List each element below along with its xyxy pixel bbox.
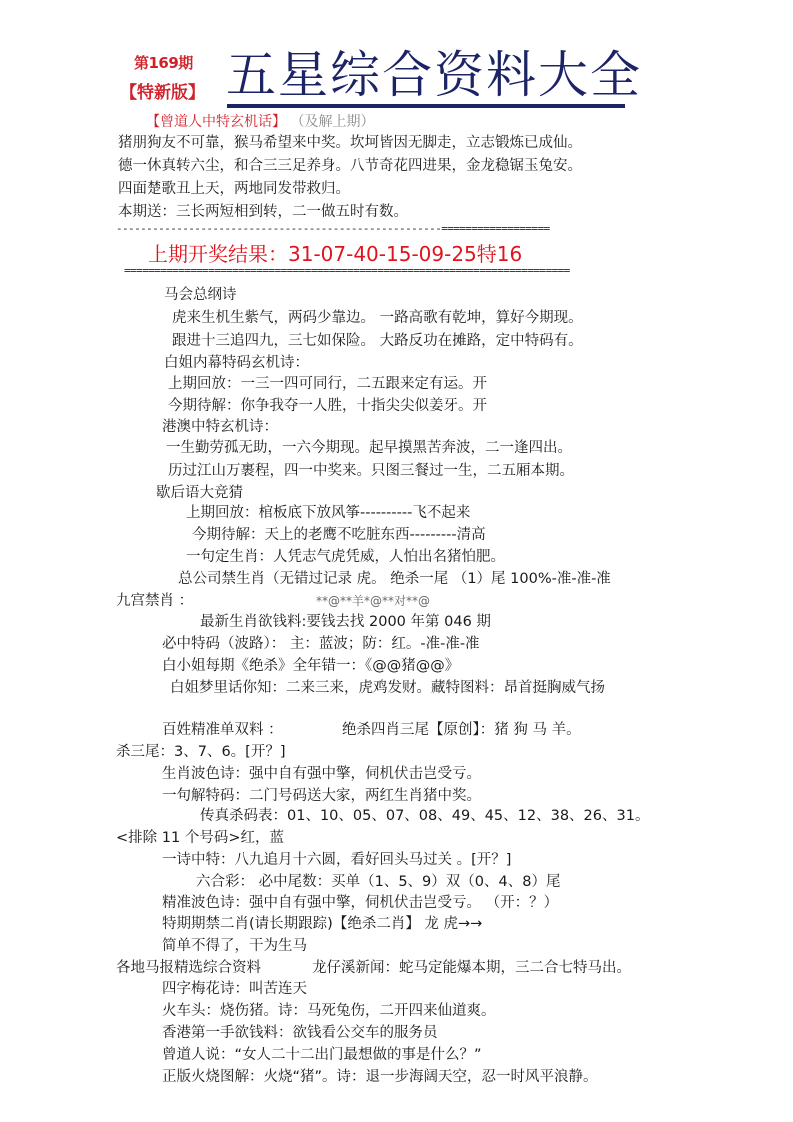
zengdaoren-quote: 曾道人说：“女人二十二出门最想做的事是什么？”: [162, 1047, 482, 1063]
intro-line: 本期送：三长两短相到转，二一做五时有数。: [118, 204, 408, 220]
poem-line: 上期回放：一三一四可同行，二五跟来定有运。开: [168, 376, 487, 392]
page-title: 五星综合资料大全: [226, 46, 642, 104]
simple-line: 简单不得了，干为生马: [162, 938, 307, 954]
double-separator: ==========================================================================: [124, 264, 570, 277]
intro-line: 四面楚歌丑上天，两地同发带救归。: [118, 181, 350, 197]
kill-tail-line: 杀三尾：3、7、6。[开？]: [116, 744, 286, 760]
horse-paper-label: 各地马报精选综合资料: [116, 960, 261, 976]
train-head-line: 火车头：烧伤猪。诗：马死兔伤，二开四来仙道爽。: [162, 1003, 496, 1019]
section-title: 歇后语大竞猜: [156, 485, 243, 501]
issue-number: 第169期: [134, 54, 193, 72]
section-heading-zengdaoren: [146, 111, 374, 131]
dream-line: 白姐梦里话你知：二来三来，虎鸡发财。藏特图料：昂首挺胸威气扬: [170, 680, 605, 696]
special-code-line: 一句解特码：二门号码送大家，两红生肖猪中奖。: [162, 788, 481, 804]
section-title: 港澳中特玄机诗：: [162, 419, 278, 435]
section-title: 白姐内幕特码玄机诗：: [164, 355, 309, 371]
news-line: 龙仔溪新闻：蛇马定能爆本期，三二合七特马出。: [312, 960, 631, 976]
wave-poem: 精准波色诗：强中自有强中擎，伺机伏击岂受亏。 （开：？）: [162, 895, 559, 911]
kill-line: 白小姐每期《绝杀》全年错一：《@@猪@@》: [162, 658, 460, 674]
riddle-line: 最新生肖欲钱料:要钱去找 2000 年第 046 期: [200, 614, 491, 630]
wave-poem: 生肖波色诗：强中自有强中擎，伺机伏击岂受亏。: [162, 766, 481, 782]
last-draw-result: 上期开奖结果：31-07-40-15-09-25特16: [148, 242, 523, 266]
fire-chart-line: 正版火烧图解：火烧“猪”。诗：退一步海阔天空，忍一时风平浪静。: [162, 1069, 598, 1085]
fax-kill-table: 传真杀码表：01、10、05、07、08、49、45、12、38、26、31。: [200, 808, 650, 824]
poem-line: 今期待解：你争我夺一人胜，十指尖尖似姜牙。开: [168, 398, 487, 414]
poem-line: 一生勤劳孤无助，一六今期现。起早摸黑苦奔波，二一逢四出。: [166, 440, 572, 456]
hongkong-line: 香港第一手欲钱料：欲钱看公交车的服务员: [162, 1025, 438, 1041]
poem-line: 历过江山万裹程，四一中奖来。只图三餐过一生，二五厢本期。: [168, 463, 574, 479]
plum-poem: 四字梅花诗：叫苦连天: [162, 981, 307, 997]
banned-two-zodiac: 特期期禁二肖(请长期跟踪)【绝杀二肖】 龙 虎→→: [162, 916, 483, 932]
subheading-label: 【曾道人中特玄机话】: [146, 114, 286, 130]
exclude-line: <排除 11 个号码>红，蓝: [116, 830, 284, 846]
riddle-line: 今期待解：天上的老鹰不吃脏东西---------清高: [192, 527, 486, 543]
poem-line: 一诗中特：八九追月十六圆，看好回头马过关 。[开？]: [162, 852, 512, 868]
tail-number-line: 六合彩： 必中尾数：买单（1、5、9）双（0、4、8）尾: [196, 874, 561, 890]
section-title: 马会总纲诗: [164, 287, 237, 303]
dash-separator: ------------------------------------------------------==================: [116, 222, 550, 235]
kill-four-zodiac: 绝杀四肖三尾【原创】：猪 狗 马 羊。: [342, 722, 581, 738]
nine-palace-value: **@**羊*@**对**@: [316, 594, 431, 608]
wave-line: 必中特码（波路）： 主：蓝波；防：红。-准-准-准: [162, 636, 480, 652]
banned-zodiac-line: 总公司禁生肖（无错过记录 虎。 绝杀一尾 （1）尾 100%-准-准-准: [178, 571, 611, 587]
intro-line: 猪朋狗友不可靠，猴马希望来中奖。坎坷皆因无脚走，立志锻炼已成仙。: [118, 135, 582, 151]
intro-line: 德一休真转六尘，和合三三足养身。八节奇花四进果，金龙稳锯玉兔安。: [118, 158, 582, 174]
subheading-note: （及解上期）: [290, 114, 375, 130]
nine-palace-label: 九宫禁肖 ：: [116, 593, 194, 609]
riddle-line: 上期回放：棺板底下放风筝----------飞不起来: [186, 505, 471, 521]
edition-label: 【特新版】: [120, 83, 205, 103]
zodiac-line: 一句定生肖：人凭志气虎凭威，人怕出名猪怕肥。: [186, 549, 505, 565]
title-underline: [227, 104, 625, 108]
odd-even-label: 百姓精准单双料 ：: [162, 722, 283, 738]
poem-line: 虎来生机生紫气，两码少靠边。 一路高歌有乾坤，算好今期现。: [172, 310, 583, 326]
poem-line: 跟进十三追四九，三七如保险。 大路反功在摊路，定中特码有。: [172, 333, 583, 349]
